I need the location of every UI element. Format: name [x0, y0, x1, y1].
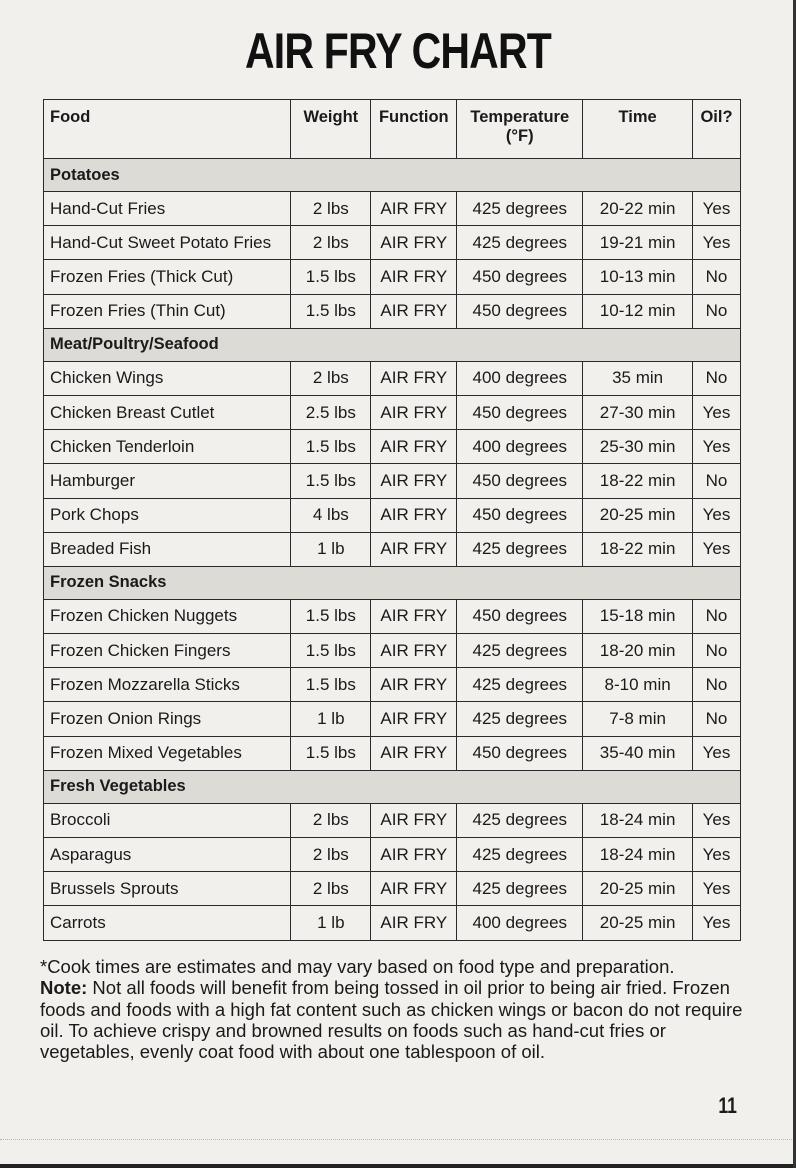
- cell-weight: 2 lbs: [291, 192, 371, 226]
- note-text: Not all foods will benefit from being tossed in oil prior to being air fried. Frozen foods and foods with a high fat content such as chicken wings or bacon do not require oil. To achieve crispy and browned results on foods such as hand-cut fries or vegetables, evenly coat food with about one tablespoon of oil.: [40, 977, 743, 1063]
- cell-oil: No: [692, 260, 740, 294]
- table-row: [44, 464, 741, 498]
- cell-function: AIR FRY: [371, 260, 457, 294]
- cell-food: Frozen Mixed Vegetables: [44, 736, 291, 770]
- cell-food: Hand-Cut Sweet Potato Fries: [44, 226, 291, 260]
- table-row: [44, 702, 741, 736]
- cell-temperature: 425 degrees: [457, 532, 583, 566]
- table-header-row: [44, 100, 741, 159]
- table-row: [44, 634, 741, 668]
- cell-temperature: 450 degrees: [457, 395, 583, 429]
- cell-time: 15-18 min: [583, 599, 693, 633]
- table-row: [44, 361, 741, 395]
- cell-function: AIR FRY: [371, 872, 457, 906]
- table-row: [44, 736, 741, 770]
- footnote: [40, 956, 752, 1062]
- cell-food: Brussels Sprouts: [44, 872, 291, 906]
- header-temperature: [457, 100, 583, 159]
- cell-oil: No: [692, 634, 740, 668]
- table-row: [44, 599, 741, 633]
- cell-oil: No: [692, 464, 740, 498]
- cell-oil: Yes: [692, 192, 740, 226]
- cell-oil: Yes: [692, 803, 740, 837]
- cell-temperature: 425 degrees: [457, 838, 583, 872]
- cell-weight: 1.5 lbs: [291, 736, 371, 770]
- footnote-note: [40, 977, 752, 1062]
- section-heading: Meat/Poultry/Seafood: [44, 328, 741, 361]
- cell-weight: 1.5 lbs: [291, 260, 371, 294]
- cell-weight: 1.5 lbs: [291, 668, 371, 702]
- table-row: [44, 668, 741, 702]
- cell-time: 20-22 min: [583, 192, 693, 226]
- table-body: [44, 159, 741, 941]
- cell-time: 18-22 min: [583, 464, 693, 498]
- cell-temperature: 425 degrees: [457, 192, 583, 226]
- cell-temperature: 400 degrees: [457, 430, 583, 464]
- cell-temperature: 425 degrees: [457, 702, 583, 736]
- cell-food: Frozen Fries (Thin Cut): [44, 294, 291, 328]
- cell-function: AIR FRY: [371, 498, 457, 532]
- section-row: [44, 566, 741, 599]
- cell-food: Frozen Chicken Nuggets: [44, 599, 291, 633]
- cell-oil: Yes: [692, 395, 740, 429]
- cell-time: 20-25 min: [583, 872, 693, 906]
- cell-function: AIR FRY: [371, 634, 457, 668]
- cell-food: Frozen Fries (Thick Cut): [44, 260, 291, 294]
- cell-food: Carrots: [44, 906, 291, 940]
- cell-weight: 1.5 lbs: [291, 294, 371, 328]
- header-time: Time: [583, 100, 693, 159]
- cell-temperature: 425 degrees: [457, 803, 583, 837]
- cell-food: Pork Chops: [44, 498, 291, 532]
- cell-time: 20-25 min: [583, 906, 693, 940]
- cell-temperature: 425 degrees: [457, 226, 583, 260]
- cell-function: AIR FRY: [371, 430, 457, 464]
- header-function: Function: [371, 100, 457, 159]
- cell-function: AIR FRY: [371, 361, 457, 395]
- cell-weight: 2 lbs: [291, 361, 371, 395]
- section-row: [44, 328, 741, 361]
- cell-oil: No: [692, 599, 740, 633]
- cell-time: 7-8 min: [583, 702, 693, 736]
- cell-food: Frozen Mozzarella Sticks: [44, 668, 291, 702]
- cell-function: AIR FRY: [371, 192, 457, 226]
- cell-oil: Yes: [692, 498, 740, 532]
- cell-food: Chicken Breast Cutlet: [44, 395, 291, 429]
- cell-temperature: 450 degrees: [457, 294, 583, 328]
- cell-oil: Yes: [692, 838, 740, 872]
- cell-time: 19-21 min: [583, 226, 693, 260]
- table-row: [44, 532, 741, 566]
- cell-oil: No: [692, 294, 740, 328]
- cell-oil: Yes: [692, 736, 740, 770]
- cell-temperature: 450 degrees: [457, 498, 583, 532]
- table-row: [44, 803, 741, 837]
- section-row: [44, 159, 741, 192]
- cell-weight: 2.5 lbs: [291, 395, 371, 429]
- cell-weight: 1 lb: [291, 532, 371, 566]
- cell-weight: 1 lb: [291, 906, 371, 940]
- cell-time: 35-40 min: [583, 736, 693, 770]
- table-row: [44, 192, 741, 226]
- header-temperature-line2: (°F): [505, 127, 534, 145]
- cell-temperature: 400 degrees: [457, 906, 583, 940]
- cell-function: AIR FRY: [371, 906, 457, 940]
- cell-function: AIR FRY: [371, 532, 457, 566]
- section-heading: Fresh Vegetables: [44, 770, 741, 803]
- cell-food: Broccoli: [44, 803, 291, 837]
- table-row: [44, 838, 741, 872]
- cell-weight: 1.5 lbs: [291, 599, 371, 633]
- cell-food: Chicken Wings: [44, 361, 291, 395]
- cell-weight: 2 lbs: [291, 838, 371, 872]
- cell-oil: No: [692, 702, 740, 736]
- cell-temperature: 450 degrees: [457, 464, 583, 498]
- cell-function: AIR FRY: [371, 599, 457, 633]
- cell-function: AIR FRY: [371, 226, 457, 260]
- table-row: [44, 260, 741, 294]
- header-food: Food: [44, 100, 291, 159]
- cell-food: Hand-Cut Fries: [44, 192, 291, 226]
- cell-food: Asparagus: [44, 838, 291, 872]
- section-heading: Potatoes: [44, 159, 741, 192]
- cell-food: Frozen Chicken Fingers: [44, 634, 291, 668]
- table-row: [44, 872, 741, 906]
- cell-time: 18-24 min: [583, 803, 693, 837]
- cell-function: AIR FRY: [371, 702, 457, 736]
- bottom-border: [0, 1164, 796, 1168]
- cell-function: AIR FRY: [371, 395, 457, 429]
- cell-time: 18-22 min: [583, 532, 693, 566]
- cell-function: AIR FRY: [371, 838, 457, 872]
- cell-weight: 1.5 lbs: [291, 430, 371, 464]
- cell-time: 8-10 min: [583, 668, 693, 702]
- page-title: AIR FRY CHART: [245, 23, 551, 79]
- cell-time: 35 min: [583, 361, 693, 395]
- cell-oil: Yes: [692, 430, 740, 464]
- table-row: [44, 395, 741, 429]
- cell-temperature: 400 degrees: [457, 361, 583, 395]
- cell-function: AIR FRY: [371, 668, 457, 702]
- cell-weight: 4 lbs: [291, 498, 371, 532]
- air-fry-table: [43, 99, 741, 941]
- table-row: [44, 430, 741, 464]
- cell-food: Breaded Fish: [44, 532, 291, 566]
- cell-temperature: 450 degrees: [457, 736, 583, 770]
- header-oil: Oil?: [692, 100, 740, 159]
- cell-function: AIR FRY: [371, 803, 457, 837]
- cell-food: Chicken Tenderloin: [44, 430, 291, 464]
- section-row: [44, 770, 741, 803]
- header-temperature-line1: Temperature: [470, 108, 570, 126]
- cell-time: 20-25 min: [583, 498, 693, 532]
- cell-weight: 1.5 lbs: [291, 464, 371, 498]
- table-row: [44, 226, 741, 260]
- cell-weight: 1.5 lbs: [291, 634, 371, 668]
- cell-weight: 1 lb: [291, 702, 371, 736]
- cell-weight: 2 lbs: [291, 872, 371, 906]
- table-row: [44, 906, 741, 940]
- note-label: Note:: [40, 977, 88, 999]
- cell-oil: Yes: [692, 872, 740, 906]
- dotted-divider: [0, 1139, 796, 1140]
- cell-temperature: 425 degrees: [457, 634, 583, 668]
- page-number: 11: [718, 1093, 737, 1118]
- table-row: [44, 498, 741, 532]
- cell-weight: 2 lbs: [291, 803, 371, 837]
- cell-weight: 2 lbs: [291, 226, 371, 260]
- cell-time: 27-30 min: [583, 395, 693, 429]
- cell-function: AIR FRY: [371, 736, 457, 770]
- header-weight: Weight: [291, 100, 371, 159]
- cell-function: AIR FRY: [371, 464, 457, 498]
- cell-temperature: 425 degrees: [457, 872, 583, 906]
- cell-time: 18-20 min: [583, 634, 693, 668]
- section-heading: Frozen Snacks: [44, 566, 741, 599]
- cell-time: 18-24 min: [583, 838, 693, 872]
- cell-food: Hamburger: [44, 464, 291, 498]
- table-row: [44, 294, 741, 328]
- cell-food: Frozen Onion Rings: [44, 702, 291, 736]
- cell-oil: Yes: [692, 226, 740, 260]
- cell-temperature: 450 degrees: [457, 260, 583, 294]
- cell-temperature: 450 degrees: [457, 599, 583, 633]
- cell-time: 10-12 min: [583, 294, 693, 328]
- cell-oil: Yes: [692, 906, 740, 940]
- cell-oil: No: [692, 361, 740, 395]
- cell-oil: No: [692, 668, 740, 702]
- cell-oil: Yes: [692, 532, 740, 566]
- cell-function: AIR FRY: [371, 294, 457, 328]
- cell-time: 10-13 min: [583, 260, 693, 294]
- cell-time: 25-30 min: [583, 430, 693, 464]
- cell-temperature: 425 degrees: [457, 668, 583, 702]
- footnote-disclaimer: *Cook times are estimates and may vary based on food type and preparation.: [40, 956, 675, 977]
